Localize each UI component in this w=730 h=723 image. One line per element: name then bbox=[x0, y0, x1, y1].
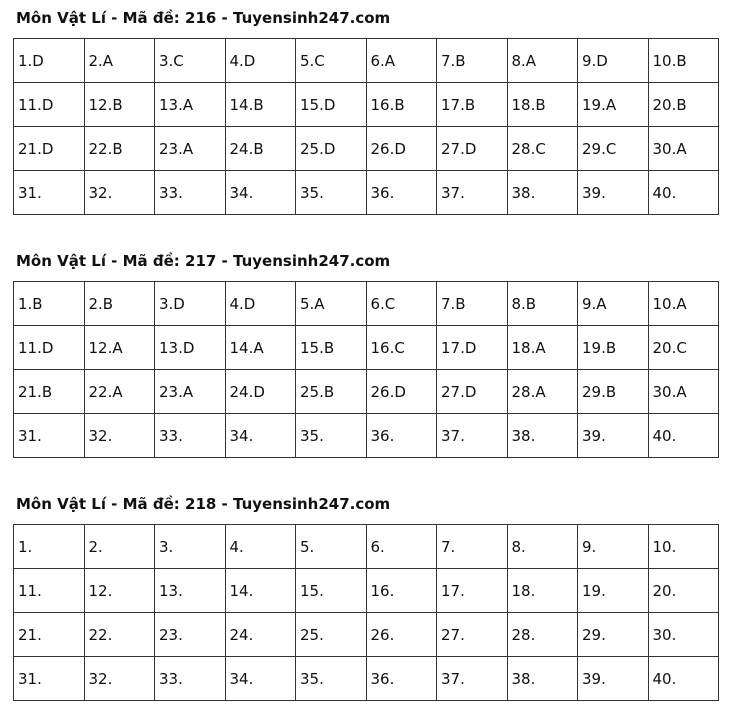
answer-cell: 23. bbox=[155, 613, 226, 657]
answer-cell: 36. bbox=[366, 414, 437, 458]
answer-cell: 6.C bbox=[366, 282, 437, 326]
answer-cell: 24.D bbox=[225, 370, 296, 414]
answer-cell: 27.D bbox=[437, 127, 508, 171]
answer-cell: 9.D bbox=[578, 39, 649, 83]
answer-cell: 6.A bbox=[366, 39, 437, 83]
answer-section-217 bbox=[13, 252, 719, 458]
answer-cell: 17. bbox=[437, 569, 508, 613]
answer-row bbox=[14, 83, 719, 127]
answer-cell: 11.D bbox=[14, 326, 85, 370]
answer-cell: 15.B bbox=[296, 326, 367, 370]
answer-cell: 14.A bbox=[225, 326, 296, 370]
answer-cell: 29.B bbox=[578, 370, 649, 414]
answer-cell: 35. bbox=[296, 414, 367, 458]
answer-cell: 3.C bbox=[155, 39, 226, 83]
answer-cell: 3.D bbox=[155, 282, 226, 326]
answer-cell: 32. bbox=[84, 171, 155, 215]
answer-cell: 18. bbox=[507, 569, 578, 613]
answer-cell: 2.B bbox=[84, 282, 155, 326]
answer-cell: 11.D bbox=[14, 83, 85, 127]
answer-cell: 13.D bbox=[155, 326, 226, 370]
answer-cell: 38. bbox=[507, 171, 578, 215]
answer-cell: 2. bbox=[84, 525, 155, 569]
answer-cell: 13. bbox=[155, 569, 226, 613]
answer-cell: 7. bbox=[437, 525, 508, 569]
answer-cell: 32. bbox=[84, 414, 155, 458]
answer-cell: 25.B bbox=[296, 370, 367, 414]
answer-row bbox=[14, 171, 719, 215]
answer-cell: 15. bbox=[296, 569, 367, 613]
answer-cell: 40. bbox=[648, 414, 719, 458]
answer-cell: 16. bbox=[366, 569, 437, 613]
answer-cell: 39. bbox=[578, 414, 649, 458]
answer-cell: 10.B bbox=[648, 39, 719, 83]
answer-cell: 14. bbox=[225, 569, 296, 613]
answer-cell: 21.B bbox=[14, 370, 85, 414]
answer-cell: 27.D bbox=[437, 370, 508, 414]
answer-cell: 16.C bbox=[366, 326, 437, 370]
answer-cell: 35. bbox=[296, 171, 367, 215]
answer-cell: 24. bbox=[225, 613, 296, 657]
answer-table bbox=[13, 38, 719, 215]
answer-cell: 21. bbox=[14, 613, 85, 657]
answer-cell: 23.A bbox=[155, 127, 226, 171]
answer-cell: 25.D bbox=[296, 127, 367, 171]
answer-cell: 34. bbox=[225, 171, 296, 215]
answer-cell: 1.B bbox=[14, 282, 85, 326]
answer-cell: 38. bbox=[507, 414, 578, 458]
answer-cell: 9.A bbox=[578, 282, 649, 326]
answer-cell: 37. bbox=[437, 171, 508, 215]
answer-cell: 8. bbox=[507, 525, 578, 569]
answer-cell: 34. bbox=[225, 414, 296, 458]
answer-table bbox=[13, 281, 719, 458]
answer-cell: 9. bbox=[578, 525, 649, 569]
answer-cell: 10. bbox=[648, 525, 719, 569]
answer-cell: 19.A bbox=[578, 83, 649, 127]
answer-cell: 27. bbox=[437, 613, 508, 657]
answer-row bbox=[14, 326, 719, 370]
answer-cell: 30. bbox=[648, 613, 719, 657]
answer-cell: 8.B bbox=[507, 282, 578, 326]
answer-cell: 5. bbox=[296, 525, 367, 569]
answer-cell: 14.B bbox=[225, 83, 296, 127]
answer-row bbox=[14, 127, 719, 171]
answer-cell: 18.A bbox=[507, 326, 578, 370]
answer-cell: 22. bbox=[84, 613, 155, 657]
answer-cell: 28.C bbox=[507, 127, 578, 171]
section-title: Môn Vật Lí - Mã đề: 217 - Tuyensinh247.com bbox=[16, 252, 391, 270]
answer-cell: 4.D bbox=[225, 282, 296, 326]
answer-cell: 34. bbox=[225, 657, 296, 701]
answer-cell: 19.B bbox=[578, 326, 649, 370]
answer-cell: 1.D bbox=[14, 39, 85, 83]
answer-table bbox=[13, 524, 719, 701]
answer-row bbox=[14, 39, 719, 83]
answer-cell: 10.A bbox=[648, 282, 719, 326]
answer-cell: 6. bbox=[366, 525, 437, 569]
answer-cell: 36. bbox=[366, 171, 437, 215]
answer-cell: 12.B bbox=[84, 83, 155, 127]
answer-cell: 1. bbox=[14, 525, 85, 569]
answer-cell: 33. bbox=[155, 657, 226, 701]
answer-cell: 16.B bbox=[366, 83, 437, 127]
answer-cell: 32. bbox=[84, 657, 155, 701]
answer-cell: 5.C bbox=[296, 39, 367, 83]
answer-cell: 33. bbox=[155, 414, 226, 458]
answer-cell: 31. bbox=[14, 414, 85, 458]
answer-cell: 11. bbox=[14, 569, 85, 613]
answer-row bbox=[14, 657, 719, 701]
answer-cell: 7.B bbox=[437, 39, 508, 83]
answer-row bbox=[14, 569, 719, 613]
answer-cell: 29.C bbox=[578, 127, 649, 171]
answer-cell: 22.A bbox=[84, 370, 155, 414]
answer-row bbox=[14, 282, 719, 326]
answer-cell: 19. bbox=[578, 569, 649, 613]
answer-row bbox=[14, 525, 719, 569]
answer-cell: 30.A bbox=[648, 127, 719, 171]
answer-cell: 12. bbox=[84, 569, 155, 613]
answer-cell: 39. bbox=[578, 171, 649, 215]
answer-cell: 21.D bbox=[14, 127, 85, 171]
answer-cell: 8.A bbox=[507, 39, 578, 83]
answer-section-218 bbox=[13, 495, 719, 701]
answer-cell: 31. bbox=[14, 657, 85, 701]
answer-cell: 12.A bbox=[84, 326, 155, 370]
answer-cell: 37. bbox=[437, 657, 508, 701]
answer-cell: 4.D bbox=[225, 39, 296, 83]
answer-cell: 18.B bbox=[507, 83, 578, 127]
answer-cell: 2.A bbox=[84, 39, 155, 83]
answer-cell: 31. bbox=[14, 171, 85, 215]
answer-cell: 15.D bbox=[296, 83, 367, 127]
answer-cell: 4. bbox=[225, 525, 296, 569]
answer-section-216 bbox=[13, 9, 719, 215]
answer-cell: 30.A bbox=[648, 370, 719, 414]
section-title: Môn Vật Lí - Mã đề: 218 - Tuyensinh247.com bbox=[16, 495, 391, 513]
answer-cell: 23.A bbox=[155, 370, 226, 414]
answer-cell: 29. bbox=[578, 613, 649, 657]
section-title: Môn Vật Lí - Mã đề: 216 - Tuyensinh247.com bbox=[16, 9, 391, 27]
answer-cell: 22.B bbox=[84, 127, 155, 171]
answer-row bbox=[14, 613, 719, 657]
answer-cell: 26. bbox=[366, 613, 437, 657]
answer-cell: 20.B bbox=[648, 83, 719, 127]
answer-cell: 20.C bbox=[648, 326, 719, 370]
answer-cell: 39. bbox=[578, 657, 649, 701]
answer-cell: 5.A bbox=[296, 282, 367, 326]
answer-cell: 28.A bbox=[507, 370, 578, 414]
answer-cell: 36. bbox=[366, 657, 437, 701]
answer-cell: 40. bbox=[648, 657, 719, 701]
answer-cell: 28. bbox=[507, 613, 578, 657]
answer-row bbox=[14, 370, 719, 414]
answer-cell: 35. bbox=[296, 657, 367, 701]
answer-cell: 37. bbox=[437, 414, 508, 458]
answer-cell: 17.D bbox=[437, 326, 508, 370]
answer-cell: 20. bbox=[648, 569, 719, 613]
answer-cell: 7.B bbox=[437, 282, 508, 326]
answer-cell: 25. bbox=[296, 613, 367, 657]
answer-cell: 26.D bbox=[366, 127, 437, 171]
answer-cell: 3. bbox=[155, 525, 226, 569]
answer-cell: 17.B bbox=[437, 83, 508, 127]
answer-cell: 33. bbox=[155, 171, 226, 215]
answer-cell: 26.D bbox=[366, 370, 437, 414]
answer-cell: 24.B bbox=[225, 127, 296, 171]
answer-cell: 38. bbox=[507, 657, 578, 701]
answer-cell: 13.A bbox=[155, 83, 226, 127]
answer-cell: 40. bbox=[648, 171, 719, 215]
answer-row bbox=[14, 414, 719, 458]
